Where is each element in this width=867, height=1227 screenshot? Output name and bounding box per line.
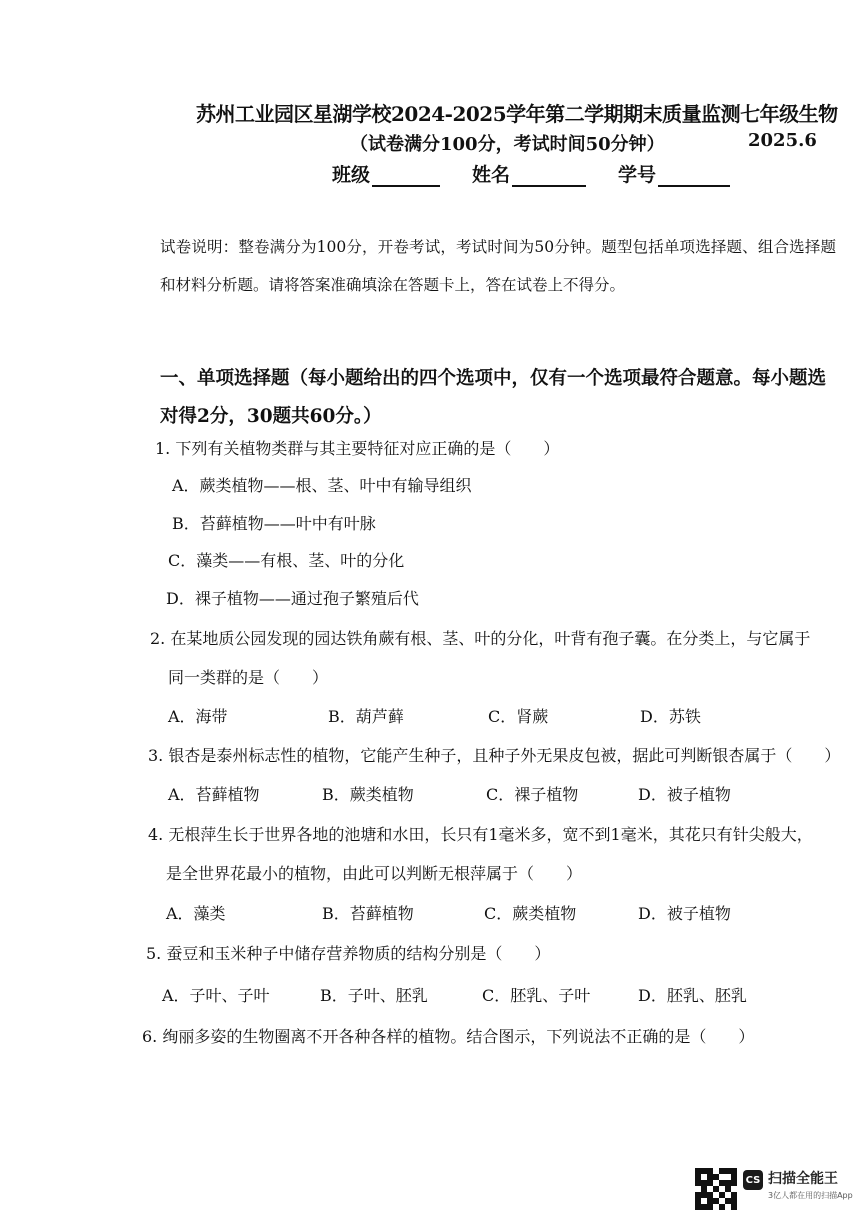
question-1	[155, 436, 559, 459]
camscanner-logo-icon: CS	[743, 1170, 763, 1190]
q1-option-a: A．蕨类植物——根、茎、叶中有输导组织	[172, 476, 472, 495]
scanner-brand-tagline: 3亿人都在用的扫描App	[768, 1191, 853, 1200]
name-blank	[512, 165, 586, 187]
scanner-brand-name: 扫描全能王	[768, 1171, 838, 1187]
q3-option-a: A．苔藓植物	[168, 785, 260, 804]
question-4-line-2: 是全世界花最小的植物，由此可以判断无根萍属于（ ）	[166, 864, 583, 883]
q2-option-d: D．苏铁	[640, 707, 701, 726]
number-blank	[658, 165, 730, 187]
q5-option-b: B．子叶、胚乳	[320, 986, 428, 1005]
scanner-watermark	[695, 1168, 853, 1210]
q5-option-a: A．子叶、子叶	[162, 986, 270, 1005]
class-field	[332, 160, 440, 187]
q2-option-b: B．葫芦藓	[328, 707, 404, 726]
q5-option-d: D．胚乳、胚乳	[638, 986, 747, 1005]
q4-option-d: D．被子植物	[638, 904, 731, 923]
q1-option-d: D．裸子植物——通过孢子繁殖后代	[166, 589, 419, 608]
question-text: 在某地质公园发现的园达铁角蕨有根、茎、叶的分化，叶背有孢子囊。在分类上，与它属于	[170, 629, 811, 648]
number-label: 学号	[618, 164, 657, 186]
question-number: 5.	[146, 944, 162, 963]
name-label: 姓名	[472, 164, 511, 186]
q4-option-b: B．苔藓植物	[322, 904, 414, 923]
question-number: 2.	[150, 629, 166, 648]
section-1-heading: 一、单项选择题（每小题给出的四个选项中，仅有一个选项最符合题意。每小题选对得2分，30题共60分。）	[160, 368, 827, 427]
question-2	[150, 626, 810, 649]
q4-option-a: A．藻类	[166, 904, 226, 923]
number-field	[618, 160, 730, 187]
student-info-fields	[332, 160, 730, 187]
exam-title: 苏州工业园区星湖学校2024-2025学年第二学期期末质量监测七年级生物	[196, 102, 838, 126]
question-text: 下列有关植物类群与其主要特征对应正确的是（ ）	[175, 439, 560, 458]
exam-instructions: 试卷说明：整卷满分为100分，开卷考试，考试时间为50分钟。题型包括单项选择题、组合选择题和材料分析题。请将答案准确填涂在答题卡上，答在试卷上不得分。	[160, 238, 836, 294]
question-text: 绚丽多姿的生物圈离不开各种各样的植物。结合图示，下列说法不正确的是（ ）	[162, 1027, 755, 1046]
exam-date: 2025.6	[748, 130, 817, 151]
q1-option-c: C．藻类——有根、茎、叶的分化	[168, 551, 405, 570]
question-number: 4.	[148, 825, 164, 844]
question-text: 蚕豆和玉米种子中储存营养物质的结构分别是（ ）	[166, 944, 551, 963]
question-number: 6.	[142, 1027, 158, 1046]
name-field	[472, 160, 586, 187]
question-text: 无根萍生长于世界各地的池塘和水田，长只有1毫米多，宽不到1毫米，其花只有针尖般大，	[168, 825, 813, 844]
qr-code-icon	[695, 1168, 737, 1210]
question-number: 1.	[155, 439, 171, 458]
class-blank	[372, 165, 440, 187]
q4-option-c: C．蕨类植物	[484, 904, 577, 923]
exam-subtitle: （试卷满分100分，考试时间50分钟）	[350, 134, 665, 155]
q5-option-c: C．胚乳、子叶	[482, 986, 591, 1005]
q2-option-c: C．肾蕨	[488, 707, 549, 726]
question-number: 3.	[148, 746, 164, 765]
q2-option-a: A．海带	[168, 707, 228, 726]
q3-option-d: D．被子植物	[638, 785, 731, 804]
question-2-line-2: 同一类群的是（ ）	[168, 668, 329, 687]
question-text: 银杏是泰州标志性的植物，它能产生种子，且种子外无果皮包被，据此可判断银杏属于（ ）	[168, 746, 841, 765]
scanner-brand	[768, 1168, 853, 1201]
question-3	[148, 743, 840, 766]
q3-option-c: C．裸子植物	[486, 785, 579, 804]
question-6	[142, 1024, 754, 1047]
question-5	[146, 941, 550, 964]
q3-option-b: B．蕨类植物	[322, 785, 414, 804]
q1-option-b: B．苔藓植物——叶中有叶脉	[172, 514, 376, 533]
class-label: 班级	[332, 164, 371, 186]
question-4	[148, 822, 813, 845]
